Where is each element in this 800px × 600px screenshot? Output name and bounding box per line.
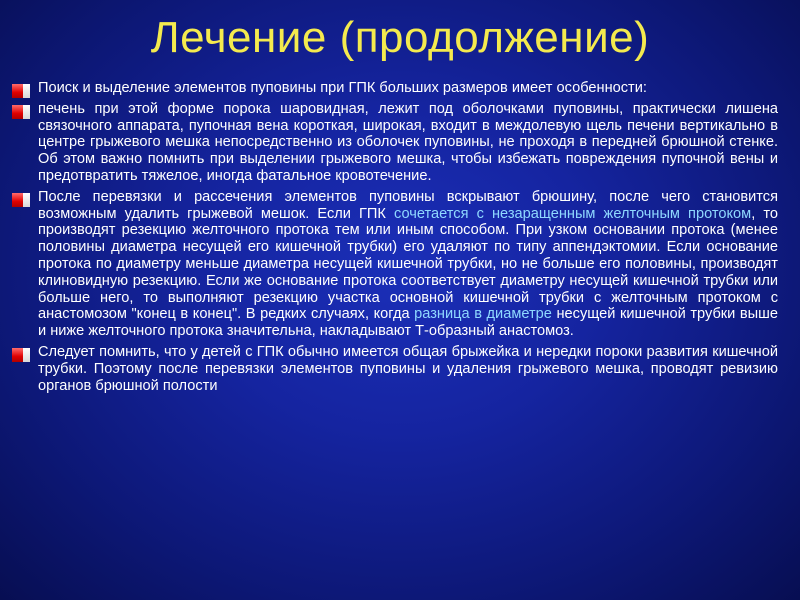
slide-content — [12, 80, 778, 398]
bullet-item — [12, 101, 778, 185]
bullet-text: печень при этой форме порока шаровидная, лежит под оболочками пуповины, практически лишена связочного аппарата, пупочная вена короткая, широкая, входит в междолевую щель печени вертикально в центре грыжевого мешка непосредственно из оболочек пуповины, не проходя в передней брюшной стенке. Об этом важно помнить при выделении грыжевого мешка, чтобы избежать повреждения пупочной вены и предотвратить тяжелое, иногда фатальное кровотечение. — [38, 100, 778, 184]
bullet-text — [38, 189, 778, 340]
bullet-square-icon — [12, 105, 30, 119]
bullet-square-icon — [12, 84, 30, 98]
text-segment: , то производят резекцию желточного протока тем или иным способом. При узком основании протока (менее половины диаметра несущей его кишечной трубки) его удаляют по типу аппендэктомии. Если основание протока по диаметру меньше диаметра несущей кишечной трубки, но не больше его половины, производят клиновидную резекцию. Если же основание протока соответствует диаметру несущей кишечной трубки или больше него, то выполняют резекцию участка основной кишечной трубки с желточным протоком с анастомозом "конец в конец". В редких случаях, когда — [38, 205, 778, 323]
highlighted-text: разница в диаметре — [414, 306, 552, 323]
bullet-text: Поиск и выделение элементов пуповины при ГПК больших размеров имеет особенности: — [38, 80, 647, 96]
bullet-item — [12, 189, 778, 340]
bullet-square-icon — [12, 348, 30, 362]
bullet-text: Следует помнить, что у детей с ГПК обычно имеется общая брыжейка и нередки пороки развития кишечной трубки. Поэтому после перевязки элементов пуповины и удаления грыжевого мешка, проводят ревизию органов брюшной полости — [38, 343, 778, 394]
text-segment: несущей кишечной трубки выше и ниже желточного протока значительна, накладывают Т-образный анастомоз. — [38, 306, 778, 340]
bullet-item — [12, 80, 778, 97]
bullet-item — [12, 344, 778, 394]
highlighted-text: сочетается с незаращенным желточным протоком — [394, 205, 752, 222]
bullet-square-icon — [12, 193, 30, 207]
slide-title: Лечение (продолжение) — [150, 13, 650, 62]
text-segment: После перевязки и рассечения элементов пуповины вскрывают брюшину, после чего становится возможным удалить грыжевой мешок. Если ГПК — [38, 188, 778, 222]
